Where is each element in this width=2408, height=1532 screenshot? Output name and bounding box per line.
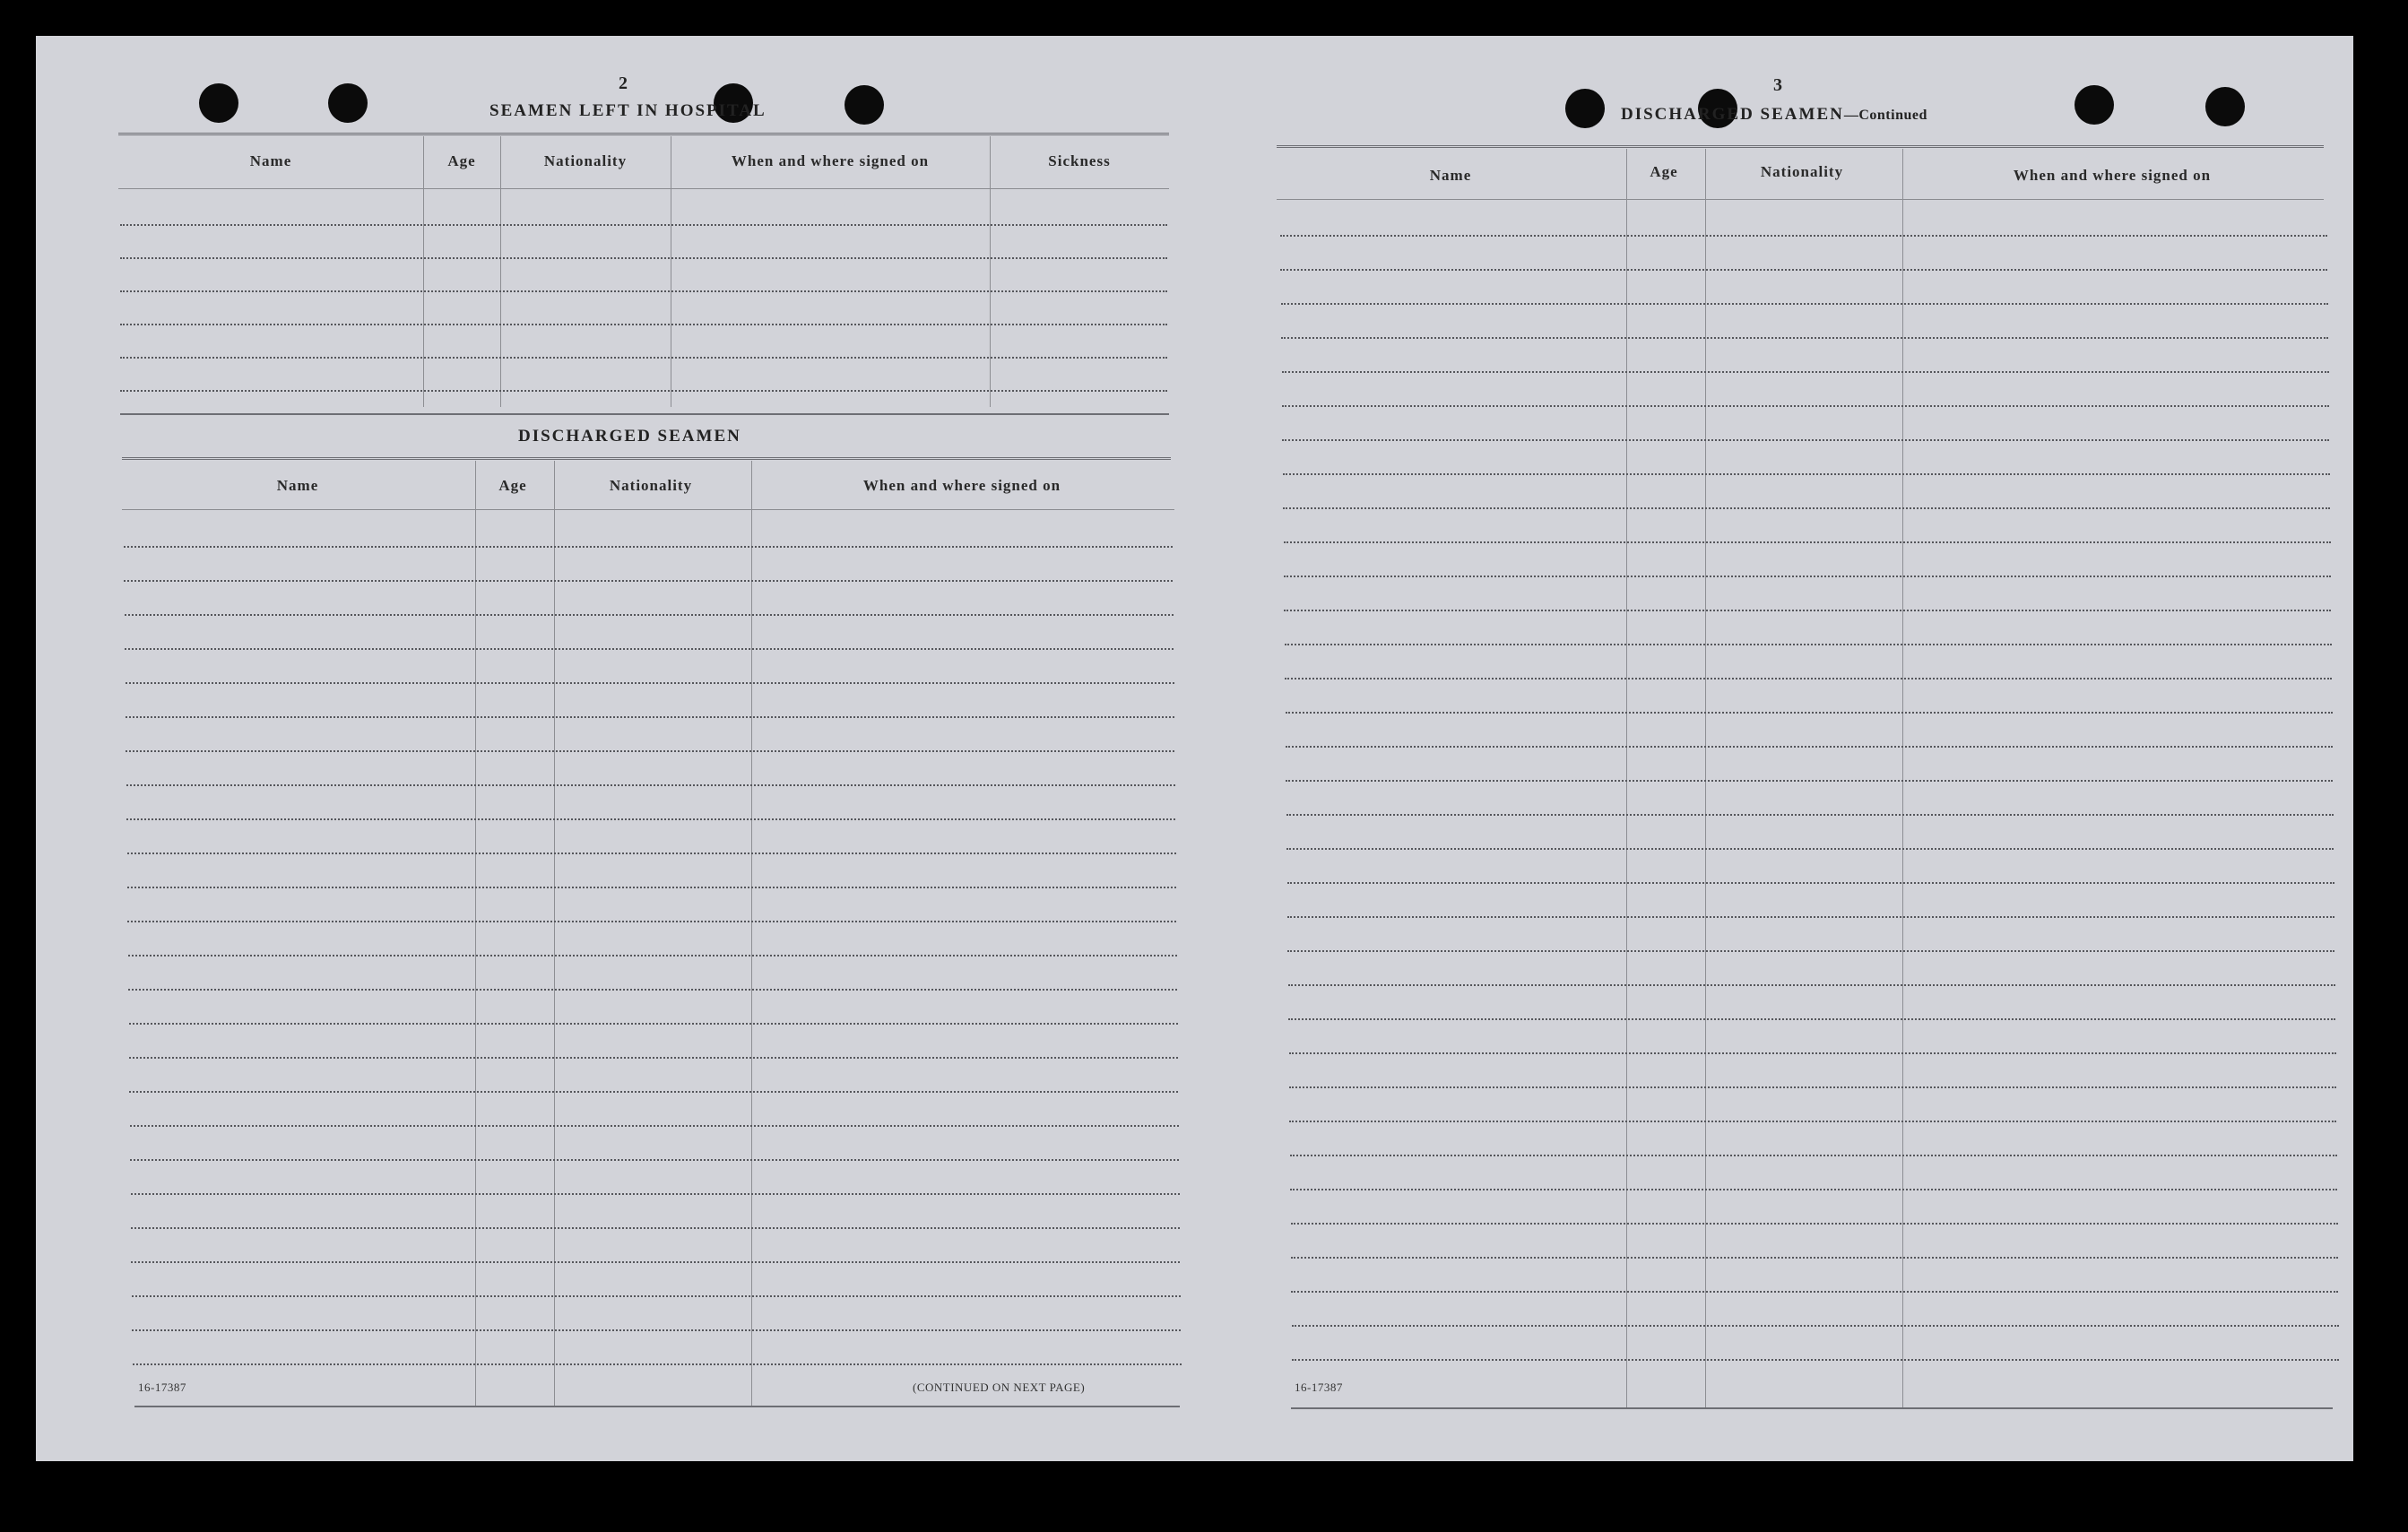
- col-header-signed-on: When and where signed on: [2013, 167, 2212, 184]
- table-row: [1291, 1223, 2338, 1225]
- table-row: [120, 224, 1167, 226]
- table-row: [1288, 984, 2335, 986]
- col-header-name: Name: [249, 152, 292, 169]
- punch-hole: [199, 83, 238, 123]
- punch-hole: [1565, 89, 1605, 128]
- punch-hole: [2205, 87, 2245, 126]
- table-row: [120, 324, 1167, 325]
- table-row: [1287, 916, 2334, 918]
- table-row: [1280, 235, 2327, 237]
- table-row: [127, 853, 1176, 854]
- table-row: [1289, 1086, 2336, 1088]
- table-row: [128, 955, 1177, 956]
- col-header-nationality: Nationality: [1760, 163, 1844, 180]
- discharged-section-title: DISCHARGED SEAMEN: [518, 427, 741, 446]
- table-row: [1284, 610, 2331, 611]
- table-row: [1287, 950, 2334, 952]
- table-row: [124, 580, 1173, 582]
- table-row: [1286, 780, 2333, 782]
- page-number-right: 3: [1773, 75, 1782, 95]
- table-row: [126, 682, 1174, 684]
- table-row: [1284, 576, 2331, 577]
- table-row: [1286, 814, 2334, 816]
- continued-note: (CONTINUED ON NEXT PAGE): [913, 1381, 1086, 1394]
- table-row: [1282, 405, 2329, 407]
- punch-hole: [328, 83, 368, 123]
- table-row: [1283, 507, 2330, 509]
- col-header-sickness: Sickness: [1048, 152, 1111, 169]
- title-suffix: —Continued: [1843, 108, 1927, 123]
- table-row: [124, 546, 1173, 548]
- table-row: [1292, 1325, 2339, 1327]
- table-row: [125, 648, 1174, 650]
- page-number-left: 2: [619, 74, 628, 93]
- col-header-nationality: Nationality: [609, 477, 693, 494]
- table-row: [1287, 882, 2334, 884]
- hospital-section-title: SEAMEN LEFT IN HOSPITAL: [489, 101, 767, 120]
- table-row: [131, 1227, 1180, 1229]
- table-row: [1281, 337, 2328, 339]
- table-row: [120, 390, 1167, 392]
- table-row: [1285, 678, 2332, 679]
- table-row: [120, 257, 1167, 259]
- table-row: [129, 1091, 1178, 1093]
- table-row: [133, 1363, 1182, 1365]
- table-row: [132, 1329, 1181, 1331]
- table-row: [126, 784, 1175, 786]
- table-row: [1291, 1257, 2338, 1259]
- table-row: [127, 921, 1176, 922]
- table-row: [120, 357, 1167, 359]
- table-row: [127, 887, 1176, 888]
- form-number-left: 16-17387: [138, 1381, 186, 1394]
- col-header-name: Name: [1429, 167, 1472, 184]
- table-row: [1286, 848, 2334, 850]
- col-header-age: Age: [1650, 163, 1678, 180]
- punch-hole: [845, 85, 884, 125]
- punch-hole: [2075, 85, 2114, 125]
- title-text: DISCHARGED SEAMEN: [1621, 105, 1844, 124]
- col-header-name: Name: [276, 477, 319, 494]
- table-row: [129, 1057, 1178, 1059]
- table-row: [1284, 541, 2331, 543]
- table-row: [132, 1295, 1181, 1297]
- table-row: [128, 989, 1177, 991]
- table-row: [131, 1261, 1180, 1263]
- table-row: [125, 614, 1174, 616]
- col-header-signed-on: When and where signed on: [731, 152, 930, 169]
- table-row: [1283, 473, 2330, 475]
- col-header-signed-on: When and where signed on: [862, 477, 1061, 494]
- col-header-age: Age: [498, 477, 527, 494]
- table-row: [1286, 746, 2333, 748]
- table-row: [1285, 644, 2332, 645]
- table-row: [1282, 371, 2329, 373]
- table-row: [126, 716, 1174, 718]
- form-number-right: 16-17387: [1295, 1381, 1343, 1394]
- table-row: [1289, 1121, 2336, 1122]
- table-row: [1290, 1155, 2337, 1156]
- table-row: [130, 1125, 1179, 1127]
- col-header-nationality: Nationality: [543, 152, 628, 169]
- table-row: [1280, 269, 2327, 271]
- table-row: [131, 1193, 1180, 1195]
- table-row: [126, 818, 1175, 820]
- table-row: [120, 290, 1167, 292]
- table-row: [1286, 712, 2333, 714]
- discharged-continued-title: [1621, 105, 1927, 125]
- table-row: [1292, 1359, 2339, 1361]
- register-sheet: [36, 36, 2353, 1461]
- table-row: [1290, 1189, 2337, 1190]
- table-row: [1289, 1052, 2336, 1054]
- col-header-age: Age: [447, 152, 476, 169]
- table-row: [1291, 1291, 2338, 1293]
- table-row: [130, 1159, 1179, 1161]
- table-row: [126, 750, 1174, 752]
- table-row: [1288, 1018, 2335, 1020]
- table-row: [1282, 439, 2329, 441]
- table-row: [129, 1023, 1178, 1025]
- table-row: [1281, 303, 2328, 305]
